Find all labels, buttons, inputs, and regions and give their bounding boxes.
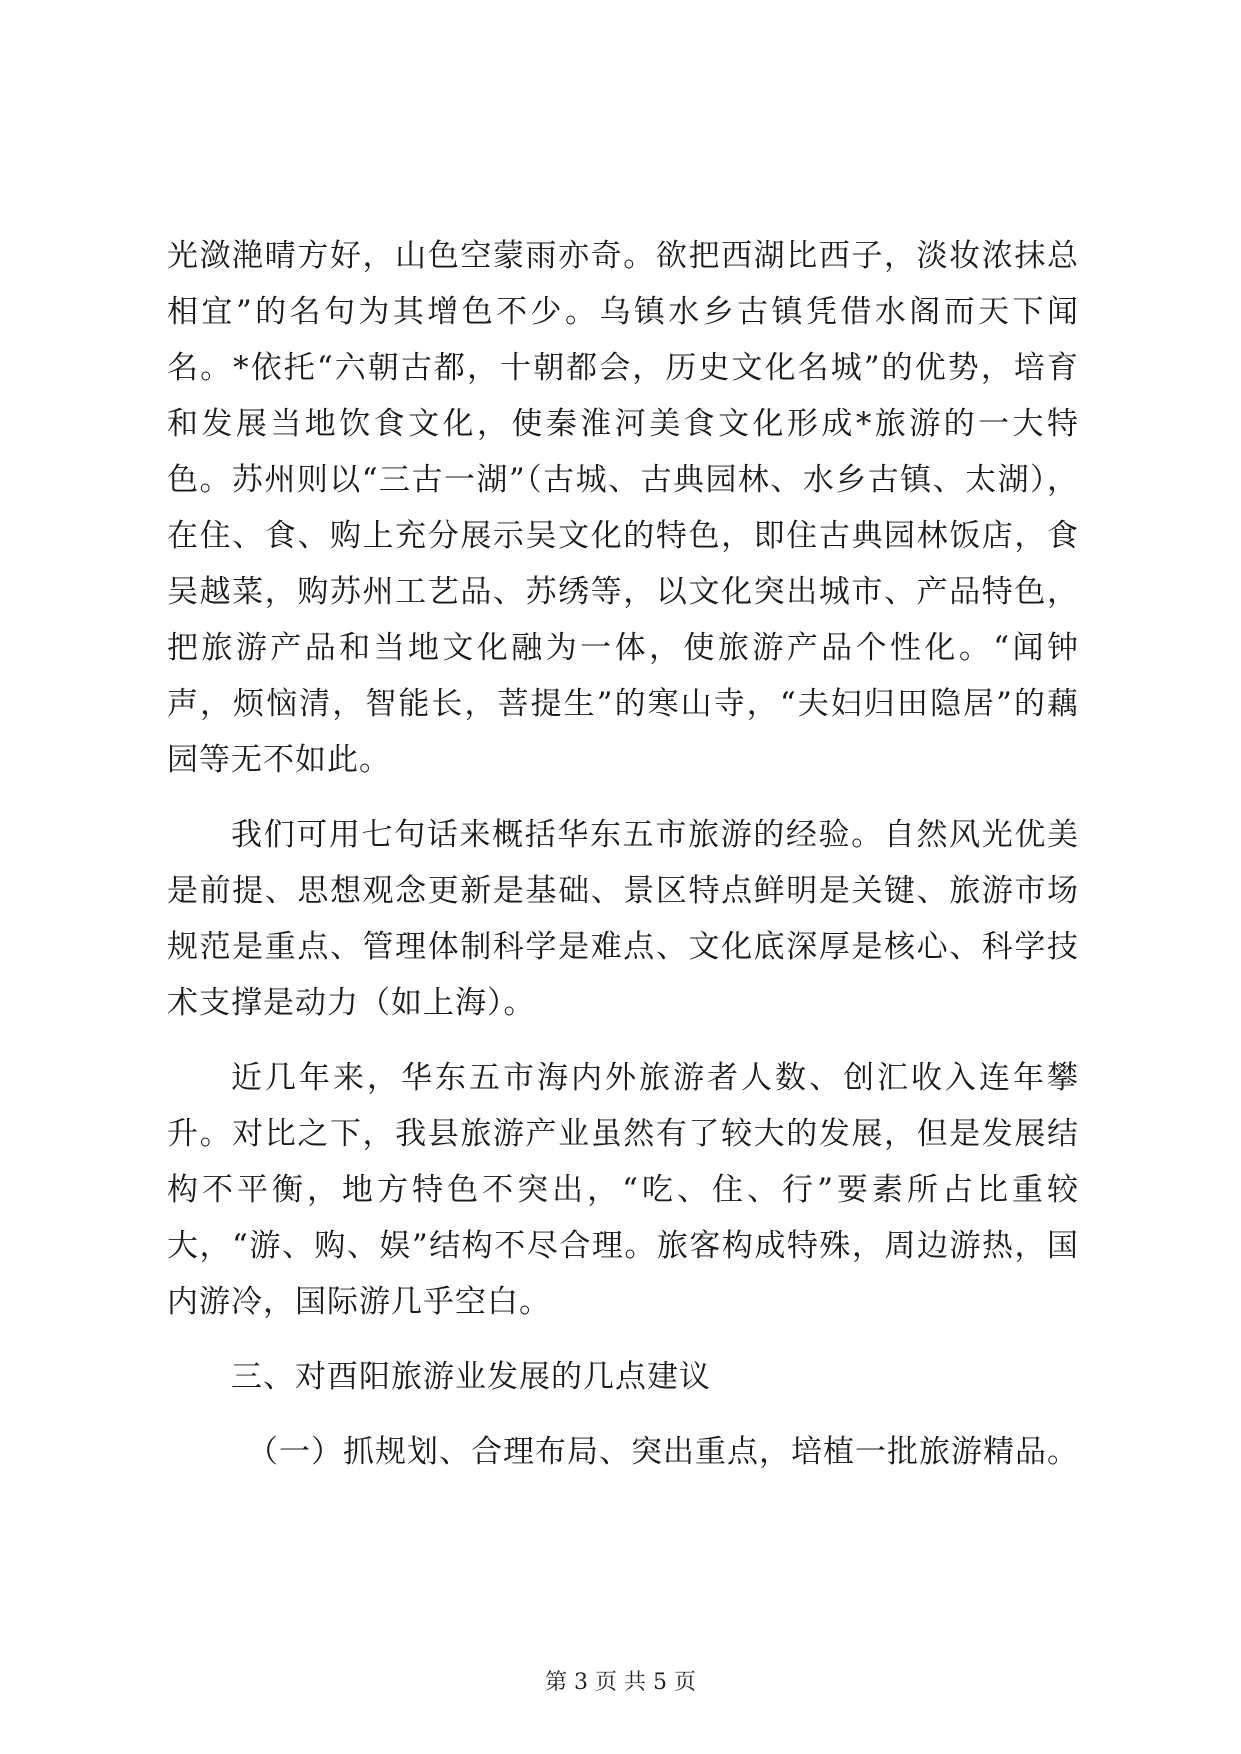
document-body xyxy=(167,228,1079,1499)
paragraph-experience-summary: 我们可用七句话来概括华东五市旅游的经验。自然风光优美是前提、思想观念更新是基础、景区特点鲜明是关键、旅游市场规范是重点、管理体制科学是难点、文化底深厚是核心、科学技术支撑是动力（如上海）。 xyxy=(167,817,1079,1021)
subsection-heading: （一）抓规划、合理布局、突出重点，培植一批旅游精品。 xyxy=(247,1434,1079,1470)
page-footer: 第 3 页 共 5 页 xyxy=(545,1670,696,1695)
section-heading: 三、对酉阳旅游业发展的几点建议 xyxy=(231,1359,711,1395)
paragraph-continuation: 光潋滟晴方好，山色空蒙雨亦奇。欲把西湖比西子，淡妆浓抹总相宜”的名句为其增色不少。乌镇水乡古镇凭借水阁而天下闻名。*依托“六朝古都，十朝都会，历史文化名城”的优势，培育和发展当地饮食文化，使秦淮河美食文化形成*旅游的一大特色。苏州则以“三古一湖”（古城、古典园林、水乡古镇、太湖），在住、食、购上充分展示吴文化的特色，即住古典园林饭店，食吴越菜，购苏州工艺品、苏绣等，以文化突出城市、产品特色，把旅游产品和当地文化融为一体，使旅游产品个性化。“闻钟声，烦恼清，智能长，菩提生”的寒山寺，“夫妇归田隐居”的藕园等无不如此。 xyxy=(167,238,1079,778)
paragraph-comparison: 近几年来，华东五市海内外旅游者人数、创汇收入连年攀升。对比之下，我县旅游产业虽然有了较大的发展，但是发展结构不平衡，地方特色不突出，“吃、住、行”要素所占比重较大，“游、购、娱”结构不尽合理。旅客构成特殊，周边游热，国内游冷，国际游几乎空白。 xyxy=(167,1060,1079,1320)
